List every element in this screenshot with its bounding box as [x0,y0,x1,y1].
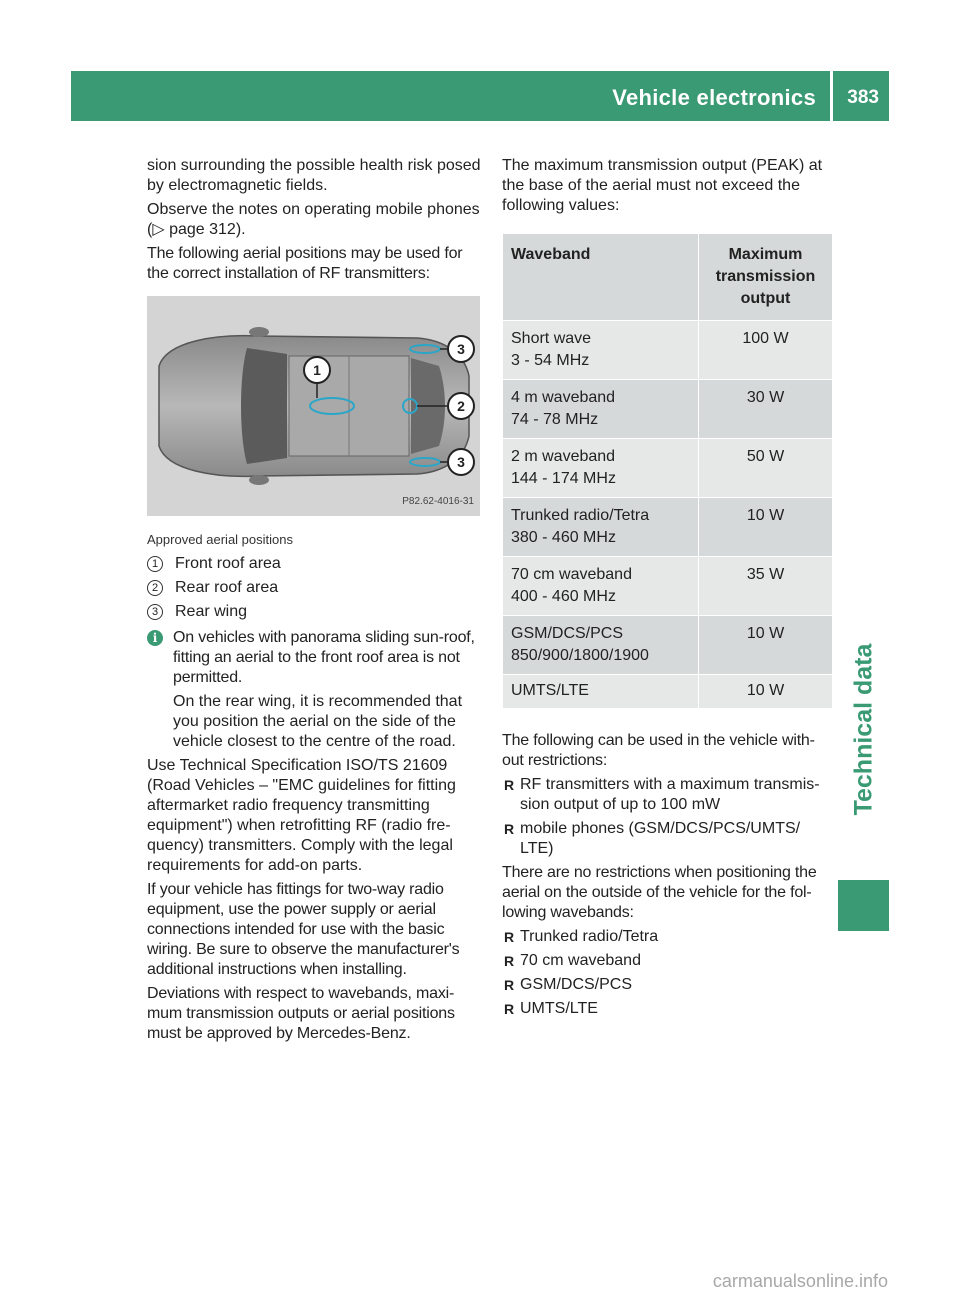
column-header-output: Maximum transmission output [699,234,832,320]
band-name: 4 m waveband [511,389,616,406]
info-icon: i [147,630,163,646]
callout-2: 2 [457,398,465,414]
left-column [147,156,482,1048]
side-marker [838,880,889,931]
header-bar [71,71,889,121]
band-name: Short wave [511,330,592,347]
list-item: R Trunked radio/Tetra [504,928,659,945]
band-range: 74 - 78 MHz [511,411,599,428]
legend-label: Rear wing [175,603,248,620]
table-row [503,675,832,708]
bullet-list [502,927,835,1019]
list-item: R 70 cm waveband [504,952,641,969]
band-power: 50 W [699,439,832,497]
paragraph: The following can be used in the vehicle with-out restrictions: [502,732,815,769]
aerial-positions-figure [147,296,480,516]
band-name: GSM/DCS/PCS [511,625,624,642]
list-item: R GSM/DCS/PCS [504,976,633,993]
list-item: R UMTS/LTE [504,1000,598,1017]
table-row [503,439,832,497]
band-name: Trunked radio/Tetra [511,507,650,524]
paragraph: Deviations with respect to wavebands, maxi-mum transmission outputs or aerial positions must be approved by Mercedes-Benz. [147,985,455,1042]
section-title: Vehicle electronics [612,85,816,110]
waveband-table [502,233,833,709]
band-range: 3 - 54 MHz [511,352,590,369]
band-name: 70 cm waveband [511,566,632,583]
table-header-row [503,234,832,320]
legend-number: 1 [147,556,163,572]
note-text: On the rear wing, it is recommended that you position the aerial on the side of the vehicle closest to the centre of the road. [173,693,463,750]
legend-label: Front roof area [175,555,281,572]
table-row [503,557,832,615]
band-power: 10 W [699,675,832,708]
side-tab [838,635,889,823]
callout-3-top: 3 [457,341,465,357]
paragraph: sion surrounding the possible health risk posed by electromagnetic fields. [147,157,481,194]
paragraph: If your vehicle has fittings for two-way radio equipment, use the power supply or aerial connections intended for use with the basic wiring. Be sure to observe the manufacturer's additional instructions when installing. [147,881,460,978]
band-range: 850/900/1800/1900 [511,647,649,664]
page-number: 383 [847,87,879,108]
legend-item [147,554,482,574]
list-item: R RF transmitters with a maximum transmis-sion output of up to 100 mW [504,776,820,813]
info-note [147,628,482,756]
band-range: 144 - 174 MHz [511,470,616,487]
paragraph: There are no restrictions when positioning the aerial on the outside of the vehicle for the fol-lowing wavebands: [502,864,817,921]
column-header-waveband: Waveband [503,234,698,320]
side-tab-label: Technical data [849,643,878,815]
band-range: 400 - 460 MHz [511,588,616,605]
band-name: UMTS/LTE [511,682,589,699]
table-row [503,498,832,556]
list-item: R mobile phones (GSM/DCS/PCS/UMTS/ LTE) [504,820,801,857]
note-text: On vehicles with panorama sliding sun-roof, fitting an aerial to the front roof area is not permitted. [173,629,475,686]
band-power: 30 W [699,380,832,438]
legend-item [147,602,482,622]
legend-label: Rear roof area [175,579,279,596]
figure-code: P82.62-4016-31 [402,496,474,507]
paragraph: The maximum transmission output (PEAK) at the base of the aerial must not exceed the following values: [502,157,823,214]
legend-number: 2 [147,580,163,596]
paragraph: The following aerial positions may be used for the correct installation of RF transmitters: [147,245,463,282]
callout-3-bottom: 3 [457,454,465,470]
band-power: 10 W [699,616,832,674]
car-top-view-illustration [147,296,480,516]
paragraph: Use Technical Specification ISO/TS 21609 (Road Vehicles – "EMC guidelines for fitting aftermarket radio frequency transmitting equipment") when retrofitting RF (radio fre-quency) transmitters. Comply with the legal requirements for add-on parts. [147,757,456,874]
callout-1: 1 [313,362,321,378]
band-power: 10 W [699,498,832,556]
bullet-list [502,775,835,859]
paragraph: Observe the notes on operating mobile phones (▷ page 312). [147,201,480,238]
band-power: 100 W [699,321,832,379]
table-row [503,616,832,674]
watermark: carmanualsonline.info [712,1271,888,1291]
legend-item [147,578,482,598]
band-range: 380 - 460 MHz [511,529,616,546]
table-row [503,380,832,438]
header-divider [830,71,833,121]
right-column [502,156,835,1023]
band-power: 35 W [699,557,832,615]
table-row [503,321,832,379]
figure-caption: Approved aerial positions [147,532,293,547]
band-name: 2 m waveband [511,448,616,465]
legend-number: 3 [147,604,163,620]
